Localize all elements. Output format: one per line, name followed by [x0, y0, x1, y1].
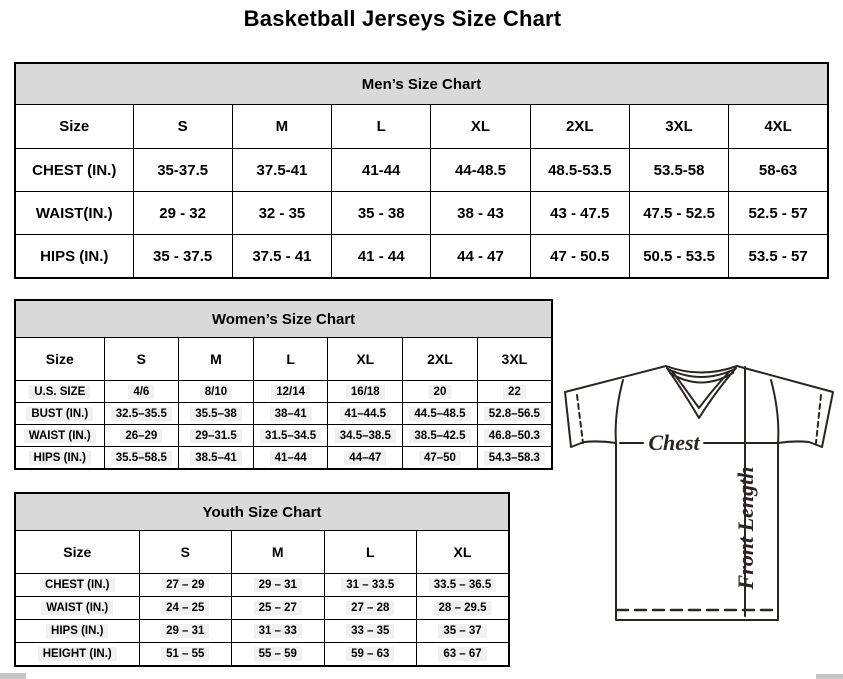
- men-column-3xl: 3XL: [629, 105, 728, 149]
- cell-value: 31.5–34.5: [260, 429, 321, 443]
- cell-value: 31 – 33: [254, 624, 302, 638]
- women-value-cell: [179, 381, 254, 403]
- cell-value: 63 – 67: [438, 647, 486, 661]
- cell-value: 53.5 - 57: [748, 247, 808, 265]
- cell-value: 22: [503, 385, 526, 399]
- men-value-cell: [729, 149, 828, 192]
- women-value-cell: [179, 403, 254, 425]
- men-value-cell: [729, 192, 828, 235]
- cell-value: 8/10: [200, 385, 232, 399]
- youth-value-cell: [417, 574, 510, 597]
- men-value-cell: [232, 149, 331, 192]
- women-value-cell: [328, 381, 403, 403]
- youth-value-cell: [324, 620, 417, 643]
- women-row-label-cell: [15, 425, 104, 447]
- men-value-cell: [332, 192, 431, 235]
- cell-value: 32 - 35: [258, 204, 306, 222]
- women-value-cell: [477, 403, 552, 425]
- row-label: HEIGHT (IN.): [38, 647, 117, 661]
- men-value-cell: [133, 149, 232, 192]
- cell-value: 27 – 29: [161, 578, 209, 592]
- youth-header-row: [15, 493, 509, 531]
- youth-size-row: [15, 531, 509, 574]
- men-column-l: L: [332, 105, 431, 149]
- cell-value: 16/18: [346, 385, 385, 399]
- left-shoulder-seam: [616, 380, 623, 443]
- cell-value: 51 – 55: [161, 647, 209, 661]
- cell-value: 29–31.5: [190, 429, 242, 443]
- women-value-cell: [328, 425, 403, 447]
- youth-data-row: [15, 620, 509, 643]
- men-row-label-cell: [15, 149, 133, 192]
- women-column-3xl: 3XL: [477, 338, 552, 381]
- cell-value: 28 – 29.5: [434, 601, 492, 615]
- row-label: WAIST(IN.): [35, 204, 113, 222]
- men-header-row: [15, 63, 828, 105]
- cell-value: 41-44: [362, 161, 401, 179]
- women-value-cell: [403, 425, 478, 447]
- row-label: HIPS (IN.): [40, 247, 109, 265]
- cell-value: 29 - 32: [159, 204, 206, 222]
- cell-value: 38 - 43: [457, 204, 504, 222]
- men-value-cell: [133, 192, 232, 235]
- women-column-s: S: [104, 338, 179, 381]
- cell-value: 53.5-58: [653, 161, 705, 179]
- cell-value: 29 – 31: [161, 624, 209, 638]
- women-value-cell: [104, 381, 179, 403]
- cell-value: 54.3–58.3: [484, 451, 545, 465]
- youth-value-cell: [324, 574, 417, 597]
- jersey-outline: [565, 366, 833, 620]
- women-size-label: Size: [15, 338, 104, 381]
- row-label: BUST (IN.): [26, 407, 93, 421]
- youth-value-cell: [232, 643, 325, 667]
- cell-value: 12/14: [271, 385, 310, 399]
- cell-value: 29 – 31: [254, 578, 302, 592]
- men-column-s: S: [133, 105, 232, 149]
- women-value-cell: [104, 425, 179, 447]
- youth-column-xl: XL: [417, 531, 510, 574]
- women-column-2xl: 2XL: [403, 338, 478, 381]
- cell-value: 33 – 35: [346, 624, 394, 638]
- cell-value: 35-37.5: [157, 161, 209, 179]
- cell-value: 46.8–50.3: [484, 429, 545, 443]
- jersey-measurement-diagram: [557, 358, 842, 633]
- cell-value: 44–47: [344, 451, 386, 465]
- men-size-label: Size: [15, 105, 133, 149]
- row-label: WAIST (IN.): [24, 429, 96, 443]
- women-value-cell: [477, 381, 552, 403]
- women-table-title: Women’s Size Chart: [15, 300, 552, 338]
- youth-column-l: L: [324, 531, 417, 574]
- women-value-cell: [328, 403, 403, 425]
- youth-data-row: [15, 597, 509, 620]
- scrollbar-handle-left[interactable]: [0, 673, 26, 679]
- youth-value-cell: [139, 597, 232, 620]
- youth-data-row: [15, 574, 509, 597]
- cell-value: 52.5 - 57: [748, 204, 808, 222]
- men-size-row: [15, 105, 828, 149]
- row-label: CHEST (IN.): [40, 578, 115, 592]
- cell-value: 47 - 50.5: [550, 247, 610, 265]
- youth-data-row: [15, 643, 509, 667]
- men-value-cell: [431, 192, 530, 235]
- women-value-cell: [477, 425, 552, 447]
- women-column-m: M: [179, 338, 254, 381]
- cell-value: 20: [429, 385, 452, 399]
- cell-value: 35 – 37: [438, 624, 486, 638]
- cell-value: 38.5–42.5: [409, 429, 470, 443]
- youth-value-cell: [324, 643, 417, 667]
- men-value-cell: [332, 235, 431, 279]
- men-data-row: [15, 149, 828, 192]
- women-value-cell: [253, 403, 328, 425]
- cell-value: 24 – 25: [161, 601, 209, 615]
- cell-value: 37.5-41: [256, 161, 308, 179]
- men-value-cell: [530, 149, 629, 192]
- women-value-cell: [179, 425, 254, 447]
- youth-row-label-cell: [15, 574, 139, 597]
- cell-value: 35.5–38: [190, 407, 242, 421]
- cell-value: 33.5 – 36.5: [429, 578, 497, 592]
- cell-value: 37.5 - 41: [252, 247, 312, 265]
- women-data-row: [15, 425, 552, 447]
- youth-size-label: Size: [15, 531, 139, 574]
- womens-size-table: [14, 299, 553, 470]
- women-size-row: [15, 338, 552, 381]
- cell-value: 43 - 47.5: [550, 204, 610, 222]
- cell-value: 58-63: [758, 161, 798, 179]
- cell-value: 26–29: [120, 429, 162, 443]
- right-cuff-dashed-line: [816, 395, 821, 443]
- page-title: Basketball Jerseys Size Chart: [243, 6, 562, 31]
- cell-value: 55 – 59: [254, 647, 302, 661]
- men-table-title: Men’s Size Chart: [15, 63, 828, 105]
- men-row-label-cell: [15, 192, 133, 235]
- men-value-cell: [629, 149, 728, 192]
- cell-value: 44-48.5: [455, 161, 506, 179]
- women-value-cell: [403, 447, 478, 470]
- cell-value: 38–41: [270, 407, 312, 421]
- cell-value: 27 – 28: [346, 601, 394, 615]
- women-value-cell: [253, 425, 328, 447]
- men-column-m: M: [232, 105, 331, 149]
- youth-row-label-cell: [15, 620, 139, 643]
- women-row-label-cell: [15, 381, 104, 403]
- women-value-cell: [253, 447, 328, 470]
- youth-row-label-cell: [15, 597, 139, 620]
- cell-value: 35.5–58.5: [111, 451, 172, 465]
- row-label: CHEST (IN.): [32, 161, 117, 179]
- youth-value-cell: [232, 620, 325, 643]
- cell-value: 44 - 47: [457, 247, 504, 265]
- youth-value-cell: [417, 597, 510, 620]
- men-value-cell: [729, 235, 828, 279]
- men-value-cell: [431, 149, 530, 192]
- men-column-2xl: 2XL: [530, 105, 629, 149]
- jersey-diagram-svg: [557, 358, 842, 633]
- youth-table-title: Youth Size Chart: [15, 493, 509, 531]
- youth-value-cell: [232, 597, 325, 620]
- youth-value-cell: [139, 620, 232, 643]
- youth-column-m: M: [232, 531, 325, 574]
- row-label: HIPS (IN.): [46, 624, 108, 638]
- cell-value: 41 - 44: [357, 247, 405, 265]
- cell-value: 50.5 - 53.5: [643, 247, 715, 265]
- men-value-cell: [530, 235, 629, 279]
- women-value-cell: [104, 447, 179, 470]
- youth-value-cell: [139, 643, 232, 667]
- men-column-4xl: 4XL: [729, 105, 828, 149]
- chest-label: Chest: [648, 430, 700, 455]
- women-value-cell: [403, 381, 478, 403]
- men-value-cell: [232, 235, 331, 279]
- women-header-row: [15, 300, 552, 338]
- women-value-cell: [179, 447, 254, 470]
- men-data-row: [15, 192, 828, 235]
- women-data-row: [15, 447, 552, 470]
- women-data-row: [15, 381, 552, 403]
- women-value-cell: [253, 381, 328, 403]
- women-row-label-cell: [15, 447, 104, 470]
- men-row-label-cell: [15, 235, 133, 279]
- cell-value: 25 – 27: [254, 601, 302, 615]
- women-data-row: [15, 403, 552, 425]
- cell-value: 41–44: [270, 451, 312, 465]
- cell-value: 48.5-53.5: [548, 161, 612, 179]
- cell-value: 38.5–41: [190, 451, 242, 465]
- cell-value: 47–50: [419, 451, 461, 465]
- youth-value-cell: [139, 574, 232, 597]
- cell-value: 52.8–56.5: [484, 407, 545, 421]
- youth-value-cell: [417, 620, 510, 643]
- men-value-cell: [629, 235, 728, 279]
- women-value-cell: [104, 403, 179, 425]
- cell-value: 44.5–48.5: [409, 407, 470, 421]
- youth-value-cell: [232, 574, 325, 597]
- youth-value-cell: [417, 643, 510, 667]
- cell-value: 4/6: [128, 385, 154, 399]
- men-value-cell: [530, 192, 629, 235]
- mens-size-table: [14, 62, 829, 279]
- cell-value: 35 - 38: [357, 204, 405, 222]
- youth-value-cell: [324, 597, 417, 620]
- row-label: U.S. SIZE: [29, 385, 90, 399]
- women-value-cell: [477, 447, 552, 470]
- cell-value: 41–44.5: [340, 407, 392, 421]
- women-column-xl: XL: [328, 338, 403, 381]
- men-value-cell: [431, 235, 530, 279]
- front-length-label: Front Length: [733, 466, 758, 590]
- left-cuff-dashed-line: [577, 395, 583, 443]
- cell-value: 34.5–38.5: [335, 429, 396, 443]
- men-data-row: [15, 235, 828, 279]
- scrollbar-handle-right[interactable]: [816, 674, 843, 679]
- row-label: WAIST (IN.): [41, 601, 113, 615]
- men-column-xl: XL: [431, 105, 530, 149]
- youth-column-s: S: [139, 531, 232, 574]
- cell-value: 35 - 37.5: [153, 247, 213, 265]
- cell-value: 31 – 33.5: [341, 578, 399, 592]
- cell-value: 59 – 63: [346, 647, 394, 661]
- women-column-l: L: [253, 338, 328, 381]
- men-value-cell: [232, 192, 331, 235]
- women-value-cell: [328, 447, 403, 470]
- youth-size-table: [14, 492, 510, 667]
- row-label: HIPS (IN.): [29, 451, 91, 465]
- men-value-cell: [332, 149, 431, 192]
- right-shoulder-seam: [771, 380, 778, 443]
- women-row-label-cell: [15, 403, 104, 425]
- youth-row-label-cell: [15, 643, 139, 667]
- cell-value: 47.5 - 52.5: [643, 204, 715, 222]
- cell-value: 32.5–35.5: [111, 407, 172, 421]
- men-value-cell: [629, 192, 728, 235]
- men-value-cell: [133, 235, 232, 279]
- women-value-cell: [403, 403, 478, 425]
